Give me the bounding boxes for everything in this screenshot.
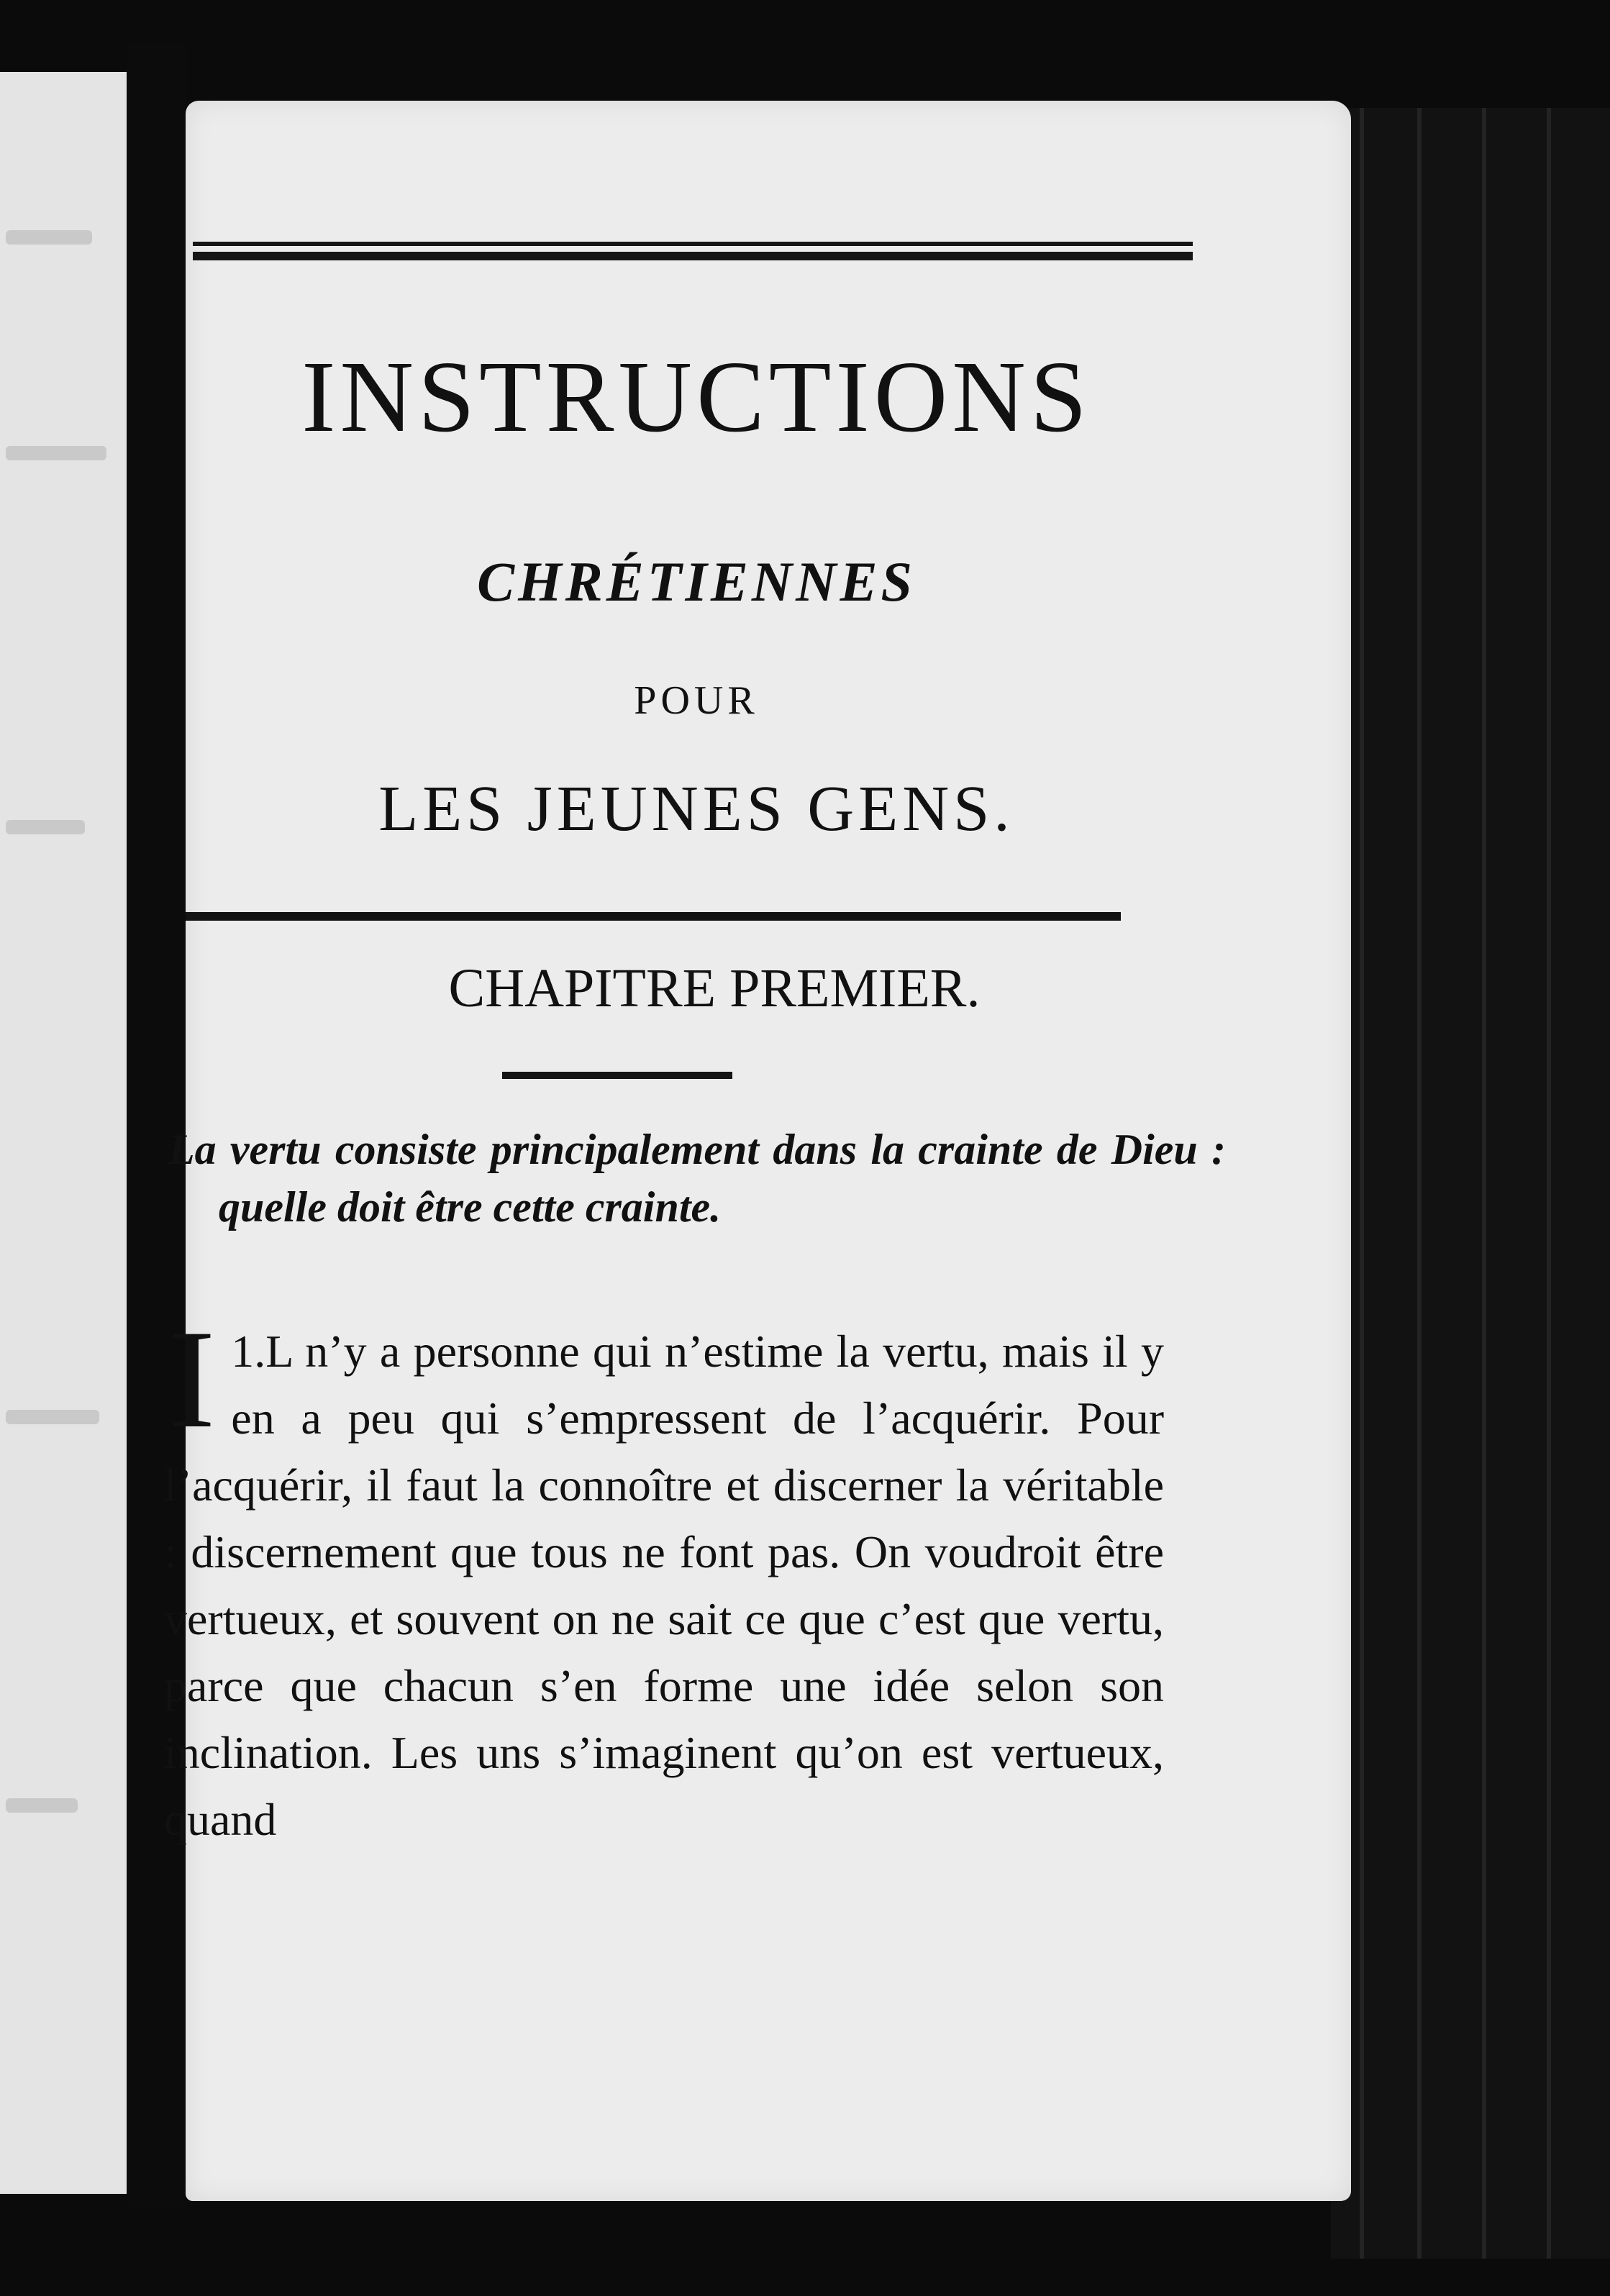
paragraph-number: 1. bbox=[231, 1326, 266, 1377]
book-edge bbox=[1331, 108, 1610, 2259]
facing-page-text-trace bbox=[6, 1798, 78, 1813]
facing-page-text-trace bbox=[6, 446, 106, 460]
book-page bbox=[164, 101, 1351, 2201]
title-line-3: POUR bbox=[634, 678, 759, 723]
edge-stripe bbox=[1482, 108, 1486, 2259]
facing-page-text-trace bbox=[6, 230, 92, 245]
edge-stripe bbox=[1417, 108, 1422, 2259]
title-line-4: LES JEUNES GENS. bbox=[378, 773, 1014, 844]
body-paragraph bbox=[164, 1301, 1164, 1853]
facing-page bbox=[0, 72, 134, 2194]
title-main: INSTRUCTIONS bbox=[301, 340, 1091, 453]
section-rule bbox=[186, 912, 1121, 921]
top-double-rule bbox=[193, 242, 1193, 260]
chapter-summary: La vertu consiste principalement dans la crainte de Dieu : quelle doit être cette crainte. bbox=[168, 1126, 1226, 1231]
edge-stripe bbox=[1360, 108, 1364, 2259]
edge-stripe bbox=[1547, 108, 1551, 2259]
chapter-rule bbox=[502, 1072, 732, 1079]
chapter-heading: CHAPITRE PREMIER. bbox=[448, 958, 981, 1019]
facing-page-text-trace bbox=[6, 820, 85, 834]
title-line-2: CHRÉTIENNES bbox=[477, 550, 916, 613]
drop-cap: I bbox=[168, 1301, 216, 1457]
facing-page-text-trace bbox=[6, 1410, 99, 1424]
paragraph-text: L n’y a personne qui n’estime la vertu, mais il y en a peu qui s’empressent de l’acquérir. Pour l’acquérir, il faut la connoître et discerner la véritable : discernement que tous ne font pas. On voudroit être vertueux, et souvent on ne sait ce que c’est que vertu, parce que chacun s’en forme une idée selon son inclination. Les uns s’imaginent qu’on est vertueux, quand bbox=[164, 1326, 1164, 1845]
